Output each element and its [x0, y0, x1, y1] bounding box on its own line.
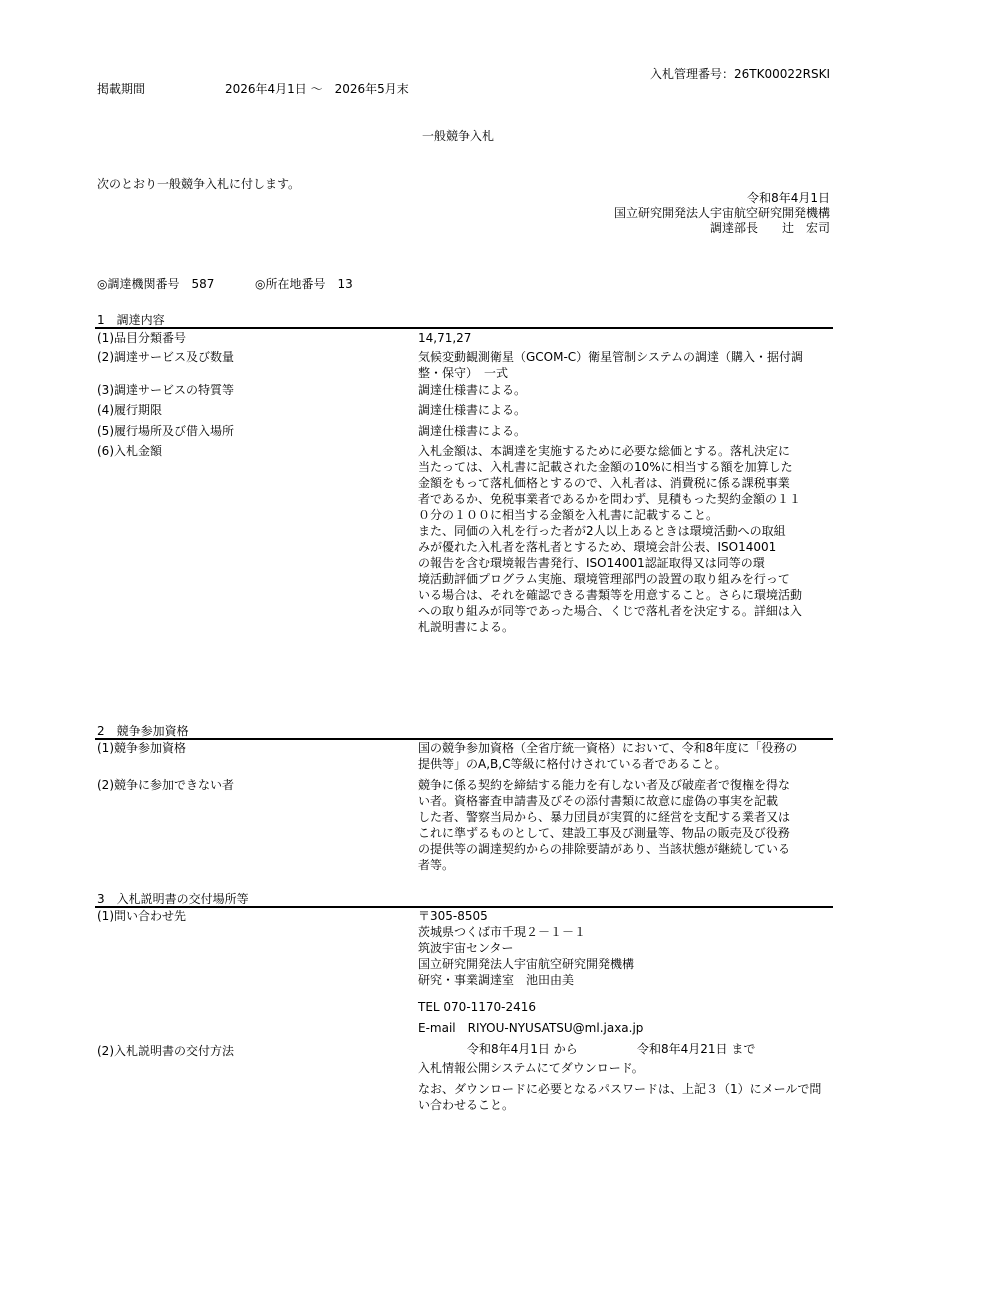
row-service-characteristics-value: 調達仕様書による。 [418, 383, 527, 397]
row-qualification-value: 国の競争参加資格（全省庁統一資格）において、令和8年度に「役務の 提供等」のA,B,C等級に格付けされている者であること。 [418, 741, 798, 771]
section1-heading: 1 調達内容 [97, 313, 165, 327]
distribution-from: 令和8年4月1日 から [467, 1042, 578, 1056]
document-title: 一般競争入札 [422, 129, 495, 143]
row-deadline-value: 調達仕様書による。 [418, 403, 527, 417]
row-ineligible-value: 競争に係る契約を締結する能力を有しない者及び破産者で復権を得な い者。資格審査申請書及びその添付書類に故意に虚偽の事実を記載 した者、警察当局から、暴力団員が実質的に経営を支配する業者又は これに準ずるものとして、建設工事及び測量等、物品の販売及び役務 の提供等の調達契約からの排除要請があり、当該状態が継続している 者等。 [418, 778, 791, 872]
distribution-to: 令和8年4月21日 まで [637, 1042, 756, 1056]
issuer-person: 調達部長 辻 宏司 [709, 221, 830, 235]
distribution-note: なお、ダウンロードに必要となるパスワードは、上記３（1）にメールで問 い合わせること。 [418, 1082, 822, 1112]
section3-heading: 3 入札説明書の交付場所等 [97, 892, 249, 906]
procurement-agency-number: ◎調達機関番号 587 [97, 277, 215, 291]
row-bid-amount-value: 入札金額は、本調達を実施するために必要な総価とする。落札決定に 当たっては、入札書に記載された金額の10%に相当する額を加算した 金額をもって落札価格とするので、入札者は、消費税に係る課税事業 者であるか、免税事業者であるかを問わず、見積もった契約金額の１１ ０分の１００に相当する金額を入札書に記載すること。 また、同価の入札を行った者が2人以上あるときは環境活動への取組 みが優れた入札者を落札者とするため、環境会計公表、ISO14001 の報告を含む環境報告書発行、ISO14001認証取得又は同等の環 境活動評価プログラム実施、環境管理部門の設置の取り組みを行って いる場合は、それを確認できる書類等を用意すること。さらに環境活動 への取り組みが同等であった場合、くじで落札者を決定する。詳細は入 札説明書による。 [418, 444, 803, 634]
location-number: ◎所在地番号 13 [255, 277, 353, 291]
section2-heading: 2 競争参加資格 [97, 724, 189, 738]
row-item-classification-label: (1)品目分類番号 [97, 331, 186, 345]
row-location-label: (5)履行場所及び借入場所 [97, 424, 234, 438]
row-distribution-label: (2)入札説明書の交付方法 [97, 1044, 234, 1058]
period-value: 2026年4月1日 ～ 2026年5月末 [225, 82, 409, 96]
row-service-quantity-label: (2)調達サービス及び数量 [97, 350, 234, 364]
row-contact-value: 〒305-8505 茨城県つくば市千現２－１－１ 筑波宇宙センター 国立研究開発法人宇宙航空研究開発機構 研究・事業調達室 池田由美 [418, 909, 635, 987]
contact-tel: TEL 070-1170-2416 [418, 1000, 537, 1014]
row-service-quantity-value: 気候変動観測衛星（GCOM-C）衛星管制システムの調達（購入・据付調 整・保守） 一式 [418, 350, 803, 380]
issuer-organization: 国立研究開発法人宇宙航空研究開発機構 [613, 206, 830, 220]
distribution-system: 入札情報公開システムにてダウンロード。 [418, 1061, 644, 1075]
section1-rule [95, 327, 833, 329]
row-deadline-label: (4)履行期限 [97, 403, 162, 417]
row-qualification-label: (1)競争参加資格 [97, 741, 186, 755]
row-contact-label: (1)問い合わせ先 [97, 909, 186, 923]
row-location-value: 調達仕様書による。 [418, 424, 527, 438]
issue-date: 令和8年4月1日 [747, 191, 830, 205]
row-bid-amount-label: (6)入札金額 [97, 444, 162, 458]
row-ineligible-label: (2)競争に参加できない者 [97, 778, 234, 792]
row-item-classification-value: 14,71,27 [418, 331, 472, 345]
bid-number: 入札管理番号：26TK00022RSKI [649, 67, 830, 81]
contact-email[interactable]: E-mail RIYOU-NYUSATSU@ml.jaxa.jp [418, 1021, 644, 1035]
row-service-characteristics-label: (3)調達サービスの特質等 [97, 383, 234, 397]
period-label: 掲載期間 [97, 82, 146, 96]
intro-text: 次のとおり一般競争入札に付します。 [97, 177, 301, 191]
